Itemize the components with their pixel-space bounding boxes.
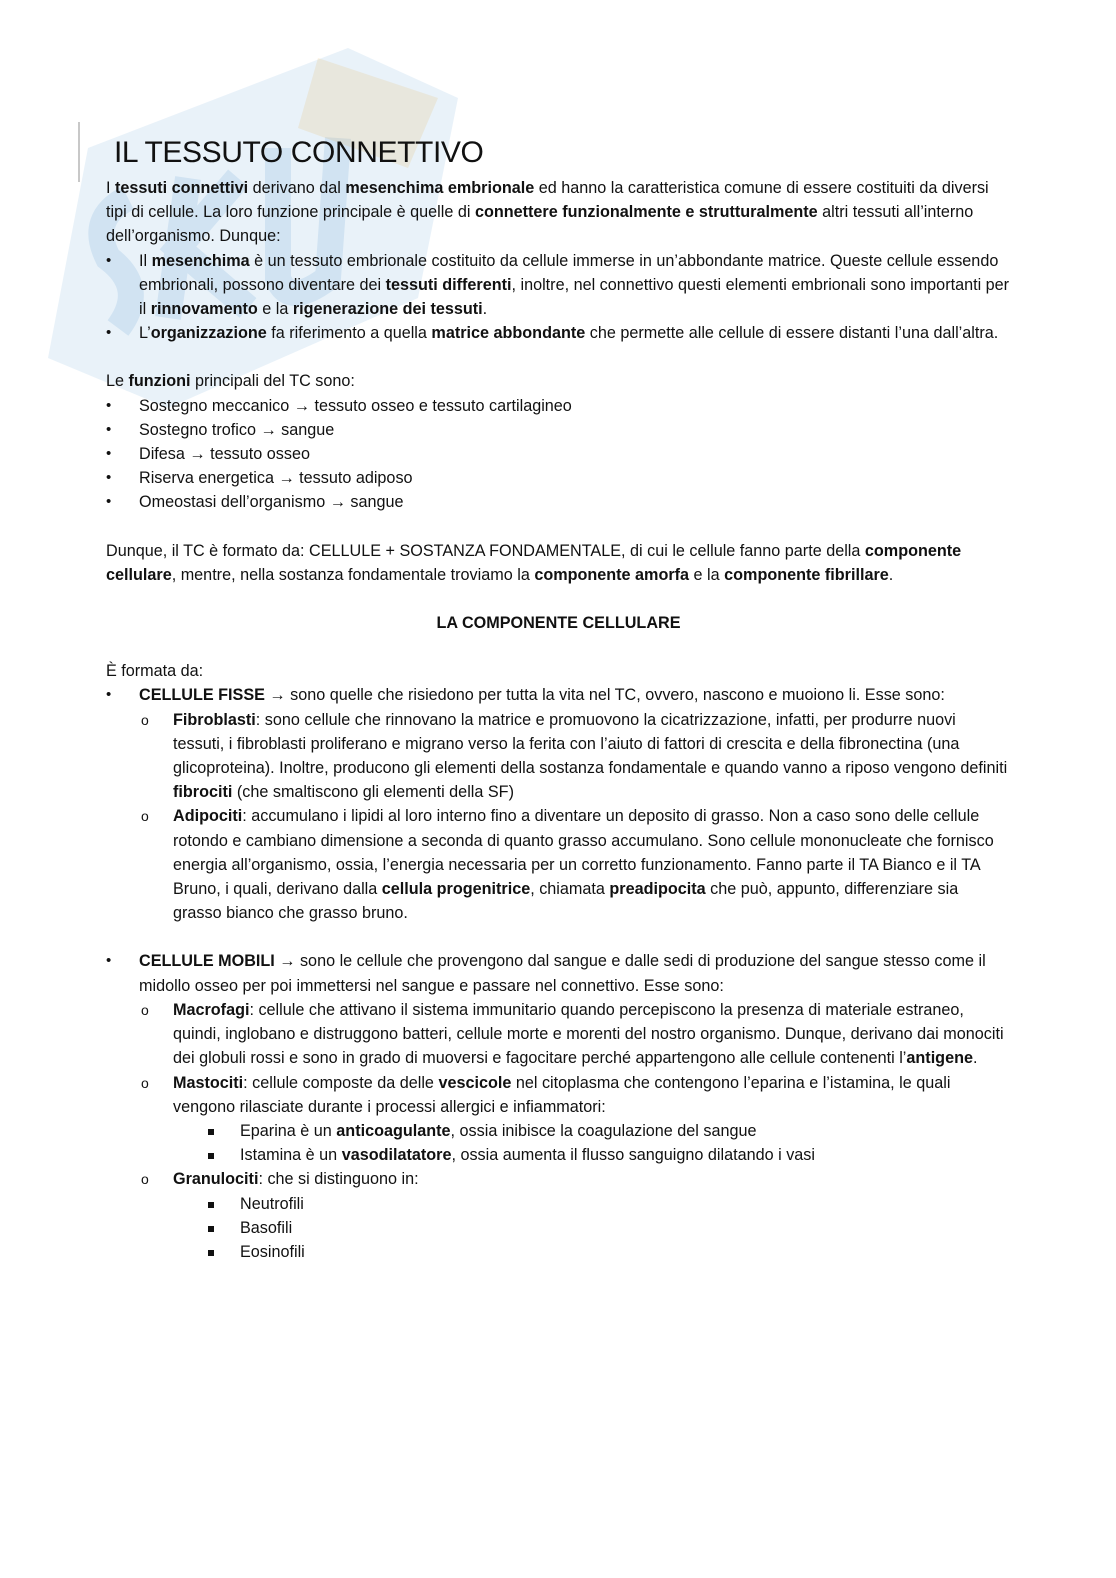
document-page (106, 130, 1011, 1264)
page-title: IL TESSUTO CONNETTIVO (114, 136, 484, 169)
list-item-mastociti: o Mastociti: cellule composte da delle vescicole nel citoplasma che contengono l’eparina e l’istamina, le quali vengono rilasciate durante i processi allergici e infiammatori: Eparina è un anticoagulante, ossia inibisce la coagulazione del sangue Istamina è un vasodilatatore, ossia aumenta il flusso sanguigno dilatando i vasi (106, 1071, 1011, 1168)
intro-paragraph: I tessuti connettivi derivano dal mesenchima embrionale ed hanno la caratteristica comune di essere costituiti da diversi tipi di cellule. La loro funzione principale è quelle di connettere funzionalmente e strutturalmente altri tessuti all’interno dell’organismo. Dunque: (106, 179, 989, 246)
intro-list (106, 249, 1011, 346)
list-item: • Il mesenchima è un tessuto embrionale costituito da cellule immerse in un’abbondante matrice. Queste cellule essendo embrionali, possono diventare dei tessuti differenti, inoltre, nel connettivo questi elementi embrionali sono importanti per il rinnovamento e la rigenerazione dei tessuti. (106, 249, 1011, 322)
section-title: LA COMPONENTE CELLULARE (436, 614, 681, 633)
list-item: • Difesa → tessuto osseo (106, 442, 1011, 466)
section-lead: È formata da: (106, 662, 204, 681)
list-item: • Sostegno trofico → sangue (106, 418, 1011, 442)
list-item-granulociti: o Granulociti: che si distinguono in: Neutrofili Basofili Eosinofili (106, 1167, 1011, 1264)
list-item-cellule-mobili: • CELLULE MOBILI → sono le cellule che provengono dal sangue e dalle sedi di produzione del sangue stesso come il midollo osseo per poi immettersi nel sangue e passare nel connettivo. Esse sono: o Macrofagi: cellule che attivano il sistema immunitario quando percepiscono la presenza di materiale estraneo, quindi, inglobano e distruggono batteri, cellule morte e morenti del nostro organismo. Dunque, derivano dai monociti dei globuli rossi e sono in grado di muoversi e fagocitare perché appartengono alle cellule contenenti l’antigene. o Mastociti: cellule composte da delle vescicole nel citoplasma che contengono l’eparina e l’istamina, le quali vengono rilasciate durante i processi allergici e infiammatori: Eparina è un anticoagulante, ossia inibisce la coagulazione del sangue Istamina è un vasodilatatore, ossia aumenta il flusso sanguigno dilatando i vasi o Granulociti: che si distinguono in: Neutrofili Basofili Eosinofili (106, 949, 1011, 1264)
functions-heading: Le funzioni principali del TC sono: (106, 372, 355, 391)
list-item: Neutrofili (173, 1192, 1011, 1216)
list-item: Istamina è un vasodilatatore, ossia aumenta il flusso sanguigno dilatando i vasi (173, 1143, 1011, 1167)
fixed-cells-list (139, 708, 1011, 926)
granulociti-sublist (173, 1192, 1011, 1265)
list-item-adipociti: o Adipociti: accumulano i lipidi al loro interno fino a diventare un deposito di grasso. Non a caso sono delle cellule rotondo e cambiano dimensione a seconda di quanto grasso accumulano. Sono cellule mononucleate che fornisco energia all’organismo, ossia, l’energia necessaria per un corretto funzionamento. Fanno parte il TA Bianco e il TA Bruno, i quali, derivano dalla cellula progenitrice, chiamata preadipocita che può, appunto, differenziare sia grasso bianco che grasso bruno. (106, 804, 1011, 925)
list-item: • Sostegno meccanico → tessuto osseo e tessuto cartilagineo (106, 394, 1011, 418)
list-item-macrofagi: o Macrofagi: cellule che attivano il sistema immunitario quando percepiscono la presenza di materiale estraneo, quindi, inglobano e distruggono batteri, cellule morte e morenti del nostro organismo. Dunque, derivano dai monociti dei globuli rossi e sono in grado di muoversi e fagocitare perché appartengono alle cellule contenenti l’antigene. (106, 998, 1011, 1071)
functions-list (106, 394, 1011, 515)
list-item: • Omeostasi dell’organismo → sangue (106, 490, 1011, 514)
list-item: • L’organizzazione fa riferimento a quella matrice abbondante che permette alle cellule di essere distanti l’una dall’altra. (106, 321, 1011, 345)
mobile-cells-list (139, 998, 1011, 1264)
list-item: Eosinofili (173, 1240, 1011, 1264)
mastociti-sublist (173, 1119, 1011, 1167)
list-item-cellule-fisse: • CELLULE FISSE → sono quelle che risiedono per tutta la vita nel TC, ovvero, nascono e muoiono li. Esse sono: o Fibroblasti: sono cellule che rinnovano la matrice e promuovono la cicatrizzazione, infatti, per produrre nuovi tessuti, i fibroblasti proliferano e migrano verso la ferita con l’aiuto di fattori di crescita e della fibronectina (una glicoproteina). Inoltre, producono gli elementi della sostanza fondamentale e quando vanno a riposo vengono definiti fibrociti (che smaltiscono gli elementi della SF) o Adipociti: accumulano i lipidi al loro interno fino a diventare un deposito di grasso. Non a caso sono delle cellule rotondo e cambiano dimensione a seconda di quanto grasso accumulano. Sono cellule mononucleate che fornisco energia all’organismo, ossia, l’energia necessaria per un corretto funzionamento. Fanno parte il TA Bianco e il TA Bruno, i quali, derivano dalla cellula progenitrice, chiamata preadipocita che può, appunto, differenziare sia grasso bianco che grasso bruno. (106, 683, 1011, 949)
list-item: Eparina è un anticoagulante, ossia inibisce la coagulazione del sangue (173, 1119, 1011, 1143)
summary-paragraph: Dunque, il TC è formato da: CELLULE + SOSTANZA FONDAMENTALE, di cui le cellule fanno parte della componente cellulare, mentre, nella sostanza fondamentale troviamo la componente amorfa e la componente fibrillare. (106, 541, 962, 584)
list-item-fibroblasti: o Fibroblasti: sono cellule che rinnovano la matrice e promuovono la cicatrizzazione, infatti, per produrre nuovi tessuti, i fibroblasti proliferano e migrano verso la ferita con l’aiuto di fattori di crescita e della fibronectina (una glicoproteina). Inoltre, producono gli elementi della sostanza fondamentale e quando vanno a riposo vengono definiti fibrociti (che smaltiscono gli elementi della SF) (106, 708, 1011, 805)
cell-types-list (106, 683, 1011, 1264)
list-item: • Riserva energetica → tessuto adiposo (106, 466, 1011, 490)
list-item: Basofili (173, 1216, 1011, 1240)
margin-bar (78, 122, 80, 182)
